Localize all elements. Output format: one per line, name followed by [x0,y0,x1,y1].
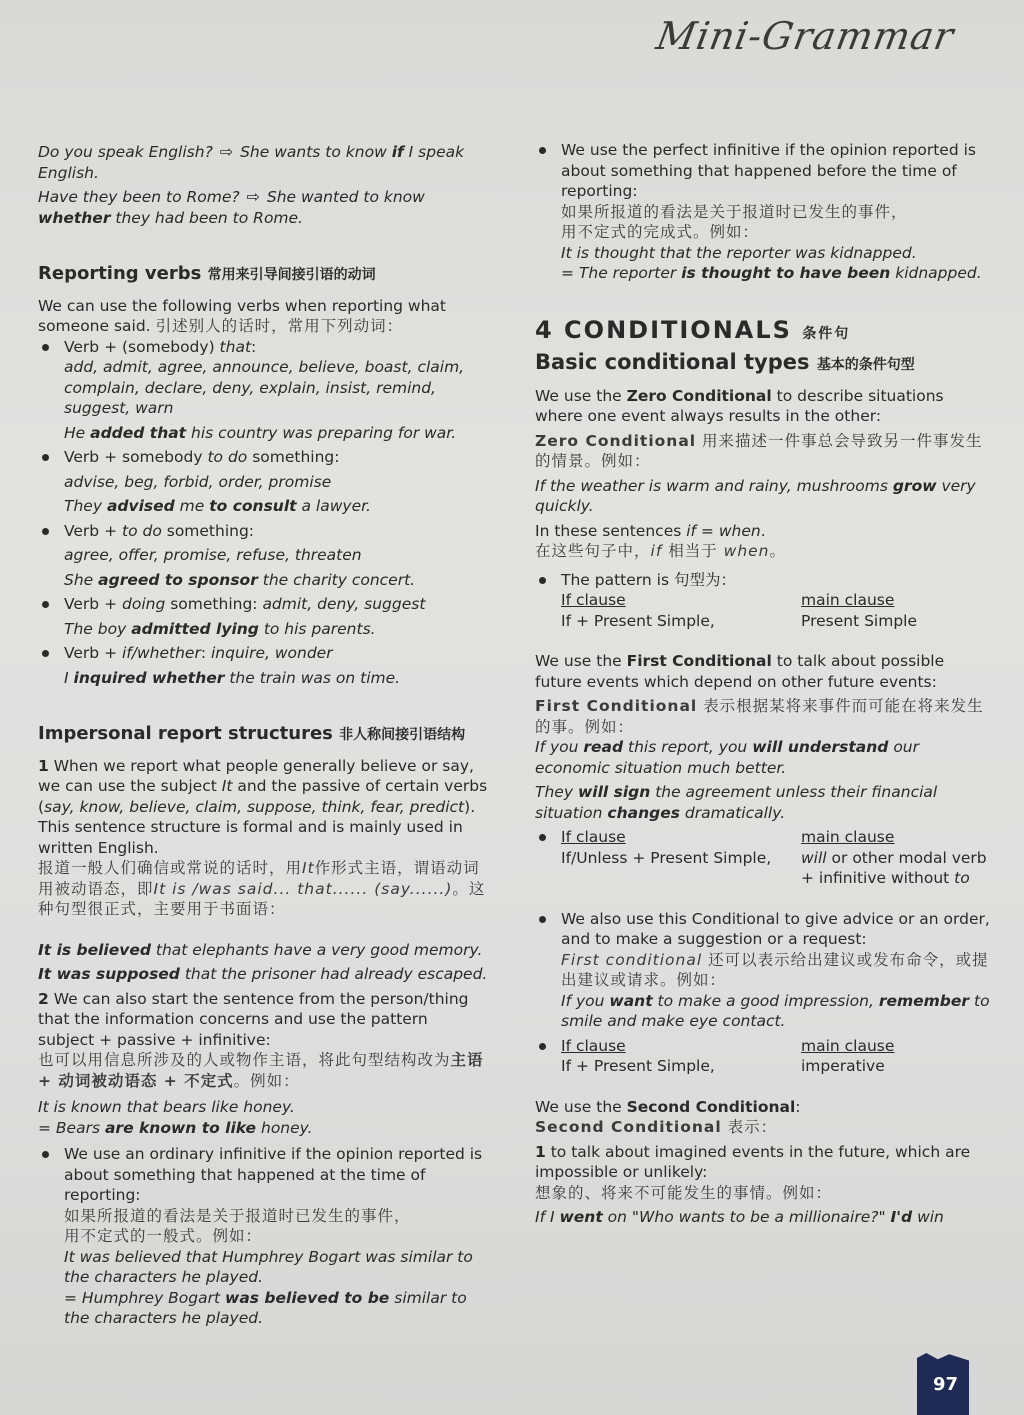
first-conditional-intro: We use the First Conditional to talk about possible future events which depend on other future events: [535,652,945,691]
impersonal-point-2-zh: 也可以用信息所涉及的人或物作主语，将此句型结构改为主语 + 动词被动语态 + 不定式。例如： [38,1051,484,1090]
second-conditional-point-1: 1 to talk about imagined events in the future, which are impossible or unlikely: [535,1142,971,1181]
impersonal-heading: Impersonal report structures 非人称间接引语结构 [38,723,466,744]
impersonal-example-3: It is known that bears like honey. [38,1098,295,1116]
impersonal-point-2: 2 We can also start the sentence from the person/thing that the information concerns and use the pattern subject + passive + infinitive: [38,989,469,1049]
second-conditional-intro: We use the Second Conditional: [535,1097,801,1116]
reporting-verbs-heading: Reporting verbs 常用来引导间接引语的动词 [38,263,376,284]
second-conditional-point-1-zh: 想象的、将来不可能发生的事情。例如： [535,1183,833,1202]
first-conditional-example-1: If you read this report, you will understand our economic situation much better. [535,738,919,777]
reporting-intro: We can use the following verbs when reporting what someone said. 引述别人的话时，常用下列动词： [38,296,447,335]
basic-types-heading: Basic conditional types 基本的条件句型 [535,350,915,374]
arrow-icon: ⇨ [219,142,234,161]
impersonal-point-1-zh: 报道一般人们确信或常说的话时，用It作形式主语，谓语动词用被动语态，即It is /was said... that...... (say......)。这种句型很正式，主要用于书面语： [38,859,486,918]
advice-pattern: If clause If + Present Simple, main clause imperative [535,1036,990,1077]
impersonal-example-2: It was supposed that the prisoner had already escaped. [38,965,488,983]
header-title: Mini-Grammar [653,14,958,58]
ordinary-infinitive-note: We use an ordinary infinitive if the opinion reported is about something that happened at the time of reporting: 如果所报道的看法是关于报道时已发生的事件， 用不定式的一般式。例如： It was believed that Humphrey Bogart was similar to the characters he played. = Humphrey Bogart was believed to be similar to the characters he played. [38,1144,488,1329]
second-conditional-zh: Second Conditional 表示： [535,1118,778,1136]
intro-example-2: Have they been to Rome? ⇨ She wanted to know whether they had been to Rome. [38,187,425,227]
verb-pattern-5: Verb + if/whether: inquire, wonder I inquired whether the train was on time. [38,643,488,688]
zero-conditional-intro: We use the Zero Conditional to describe situations where one event always results in the other: [535,386,944,425]
second-conditional-example: If I went on "Who wants to be a millionaire?" I'd win [535,1208,944,1226]
page-number: 97 [932,1374,958,1395]
zero-conditional-zh: Zero Conditional 用来描述一件事总会导致另一件事发生的情景。例如： [535,431,983,470]
if-when-note: In these sentences if = when. [535,521,766,540]
conditionals-heading: 4 CONDITIONALS 条件句 [535,315,851,344]
if-when-note-zh: 在这些句子中，if 相当于 when。 [535,542,787,560]
arrow-icon: ⇨ [246,187,260,206]
zero-pattern: The pattern is 句型为： If clause If + Present Simple, main clause Present Simple [535,570,990,632]
perfect-infinitive-note: We use the perfect infinitive if the opinion reported is about something that happened before the time of reporting: 如果所报道的看法是关于报道时已发生的事件， 用不定式的完成式。例如： It is thought that the reporter was kidnapped. = The reporter is thought to have been kidnapped. [535,140,990,284]
intro-example-1: Do you speak English? ⇨ She wants to know if I speak English. [38,142,465,182]
verb-pattern-2: Verb + somebody to do something: advise, beg, forbid, order, promise They advised me to consult a lawyer. [38,447,488,517]
left-column [38,142,488,1329]
first-conditional-example-2: They will sign the agreement unless their financial situation changes dramatically. [535,783,938,822]
verb-pattern-4: Verb + doing something: admit, deny, suggest The boy admitted lying to his parents. [38,594,488,639]
right-column [535,140,990,1228]
advice-note: We also use this Conditional to give advice or an order, and to make a suggestion or a request: First conditional 还可以表示给出建议或发布命令，或提出建议或请求。例如： If you want to make a good impression, remember to smile and make eye contact. [535,909,990,1032]
verb-pattern-1: Verb + (somebody) that: add, admit, agree, announce, believe, boast, claim, complain, declare, deny, explain, insist, remind, suggest, warn He added that his country was preparing for war. [38,337,488,444]
first-pattern: If clause If/Unless + Present Simple, main clause will or other modal verb + infinitive without to [535,827,990,889]
impersonal-point-1: 1 When we report what people generally believe or say, we can use the subject It and the passive of certain verbs (say, know, believe, claim, suppose, think, fear, predict). This sentence structure is formal and is mainly used in written English. [38,756,488,857]
impersonal-example-1: It is believed that elephants have a very good memory. [38,940,483,959]
zero-conditional-example: If the weather is warm and rainy, mushrooms grow very quickly. [535,476,976,515]
first-conditional-zh: First Conditional 表示根据某将来事件而可能在将来发生的事。例如： [535,697,984,736]
impersonal-example-4: = Bears are known to like honey. [38,1118,313,1137]
verb-pattern-3: Verb + to do something: agree, offer, promise, refuse, threaten She agreed to sponsor the charity concert. [38,521,488,591]
